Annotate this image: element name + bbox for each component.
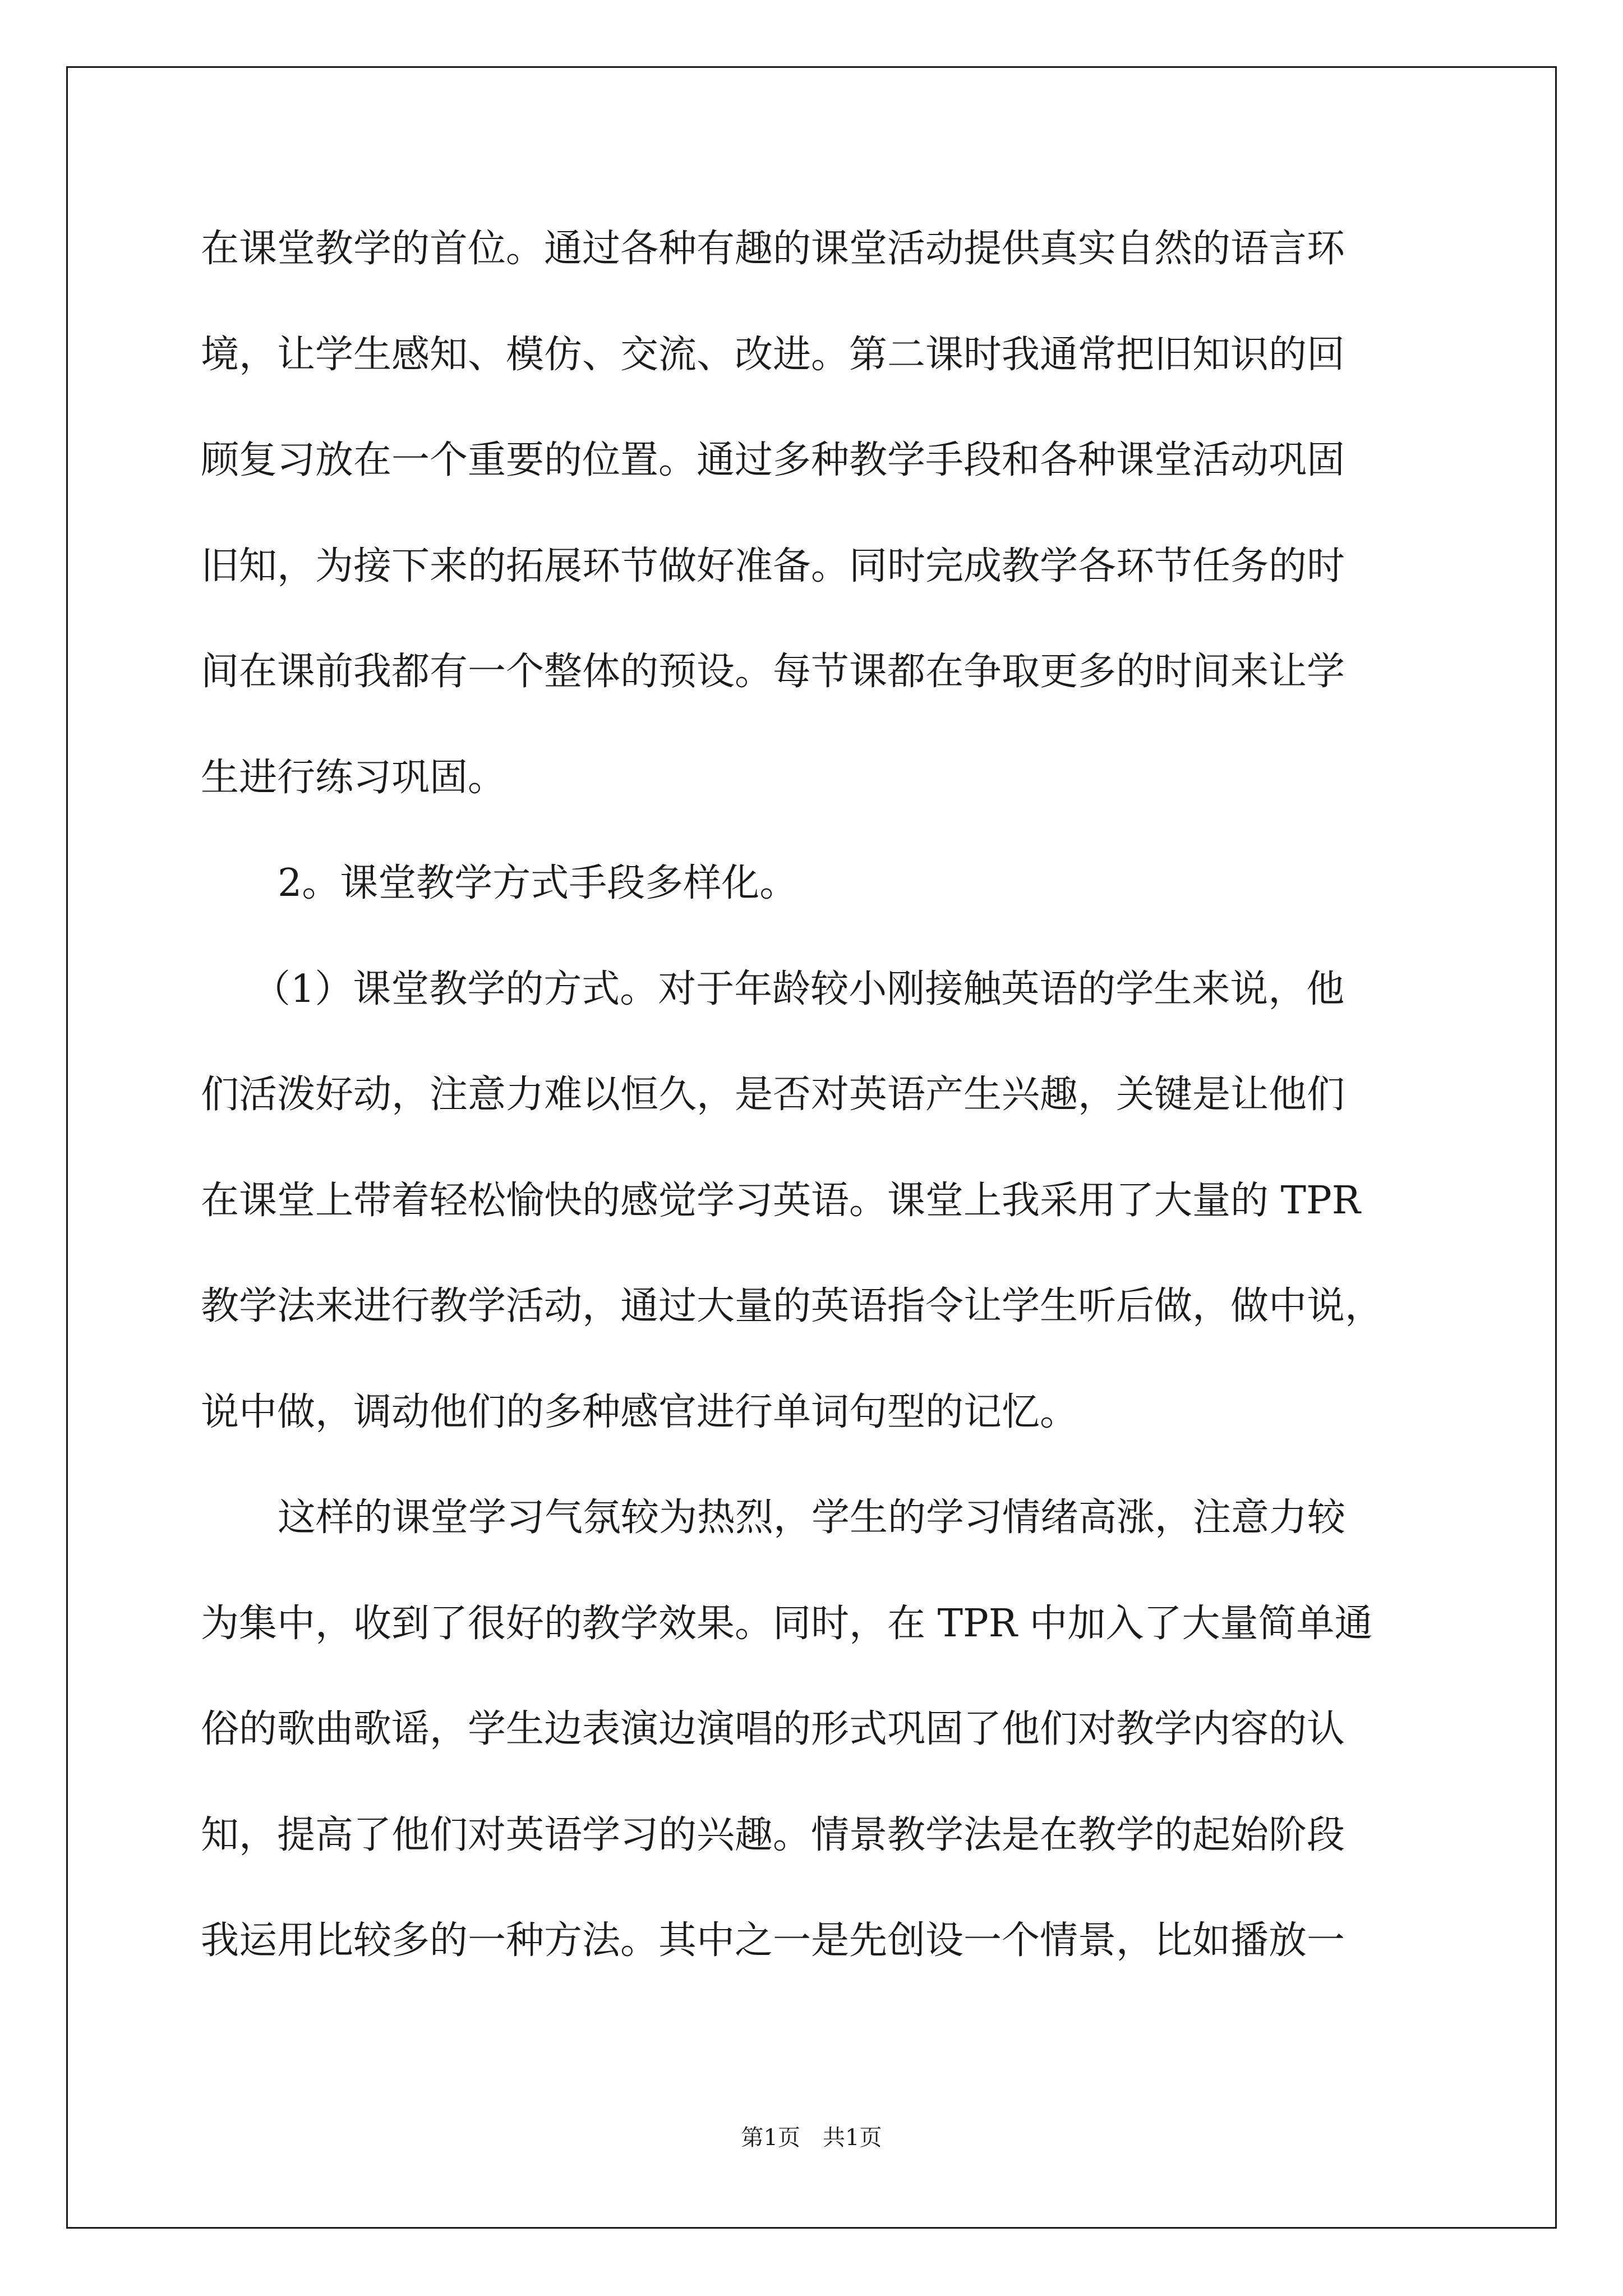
text-line: 为集中，收到了很好的教学效果。同时，在 TPR 中加入了大量简单通 [201,1602,1373,1646]
list-item-heading: 2。课堂教学方式手段多样化。 [278,861,798,905]
text-line: 在课堂教学的首位。通过各种有趣的课堂活动提供真实自然的语言环 [201,227,1345,271]
text-line: 们活泼好动，注意力难以恒久，是否对英语产生兴趣，关键是让他们 [201,1073,1345,1117]
paragraph-first-line: 这样的课堂学习气氛较为热烈，学生的学习情绪高涨，注意力较 [278,1496,1346,1540]
page-number: 第1页 共1页 [741,2125,882,2151]
text-line: 教学法来进行教学活动，通过大量的英语指令让学生听后做，做中说， [201,1284,1384,1328]
text-line: 知，提高了他们对英语学习的兴趣。情景教学法是在教学的起始阶段 [201,1813,1345,1857]
page-border [66,66,1557,2229]
text-line: 间在课前我都有一个整体的预设。每节课都在争取更多的时间来让学 [201,650,1345,694]
text-line: 我运用比较多的一种方法。其中之一是先创设一个情景，比如播放一 [201,1918,1345,1963]
text-line: 旧知，为接下来的拓展环节做好准备。同时完成教学各环节任务的时 [201,544,1345,588]
text-line: 在课堂上带着轻松愉快的感觉学习英语。课堂上我采用了大量的 TPR [201,1179,1361,1223]
text-line: 俗的歌曲歌谣，学生边表演边演唱的形式巩固了他们对教学内容的认 [201,1707,1345,1751]
text-line: 说中做，调动他们的多种感官进行单词句型的记忆。 [201,1390,1078,1434]
text-line: 生进行练习巩固。 [201,756,506,800]
paragraph-first-line: （1）课堂教学的方式。对于年龄较小刚接触英语的学生来说，他 [252,967,1345,1011]
text-line: 顾复习放在一个重要的位置。通过多种教学手段和各种课堂活动巩固 [201,438,1345,482]
text-line: 境，让学生感知、模仿、交流、改进。第二课时我通常把旧知识的回 [201,333,1345,377]
